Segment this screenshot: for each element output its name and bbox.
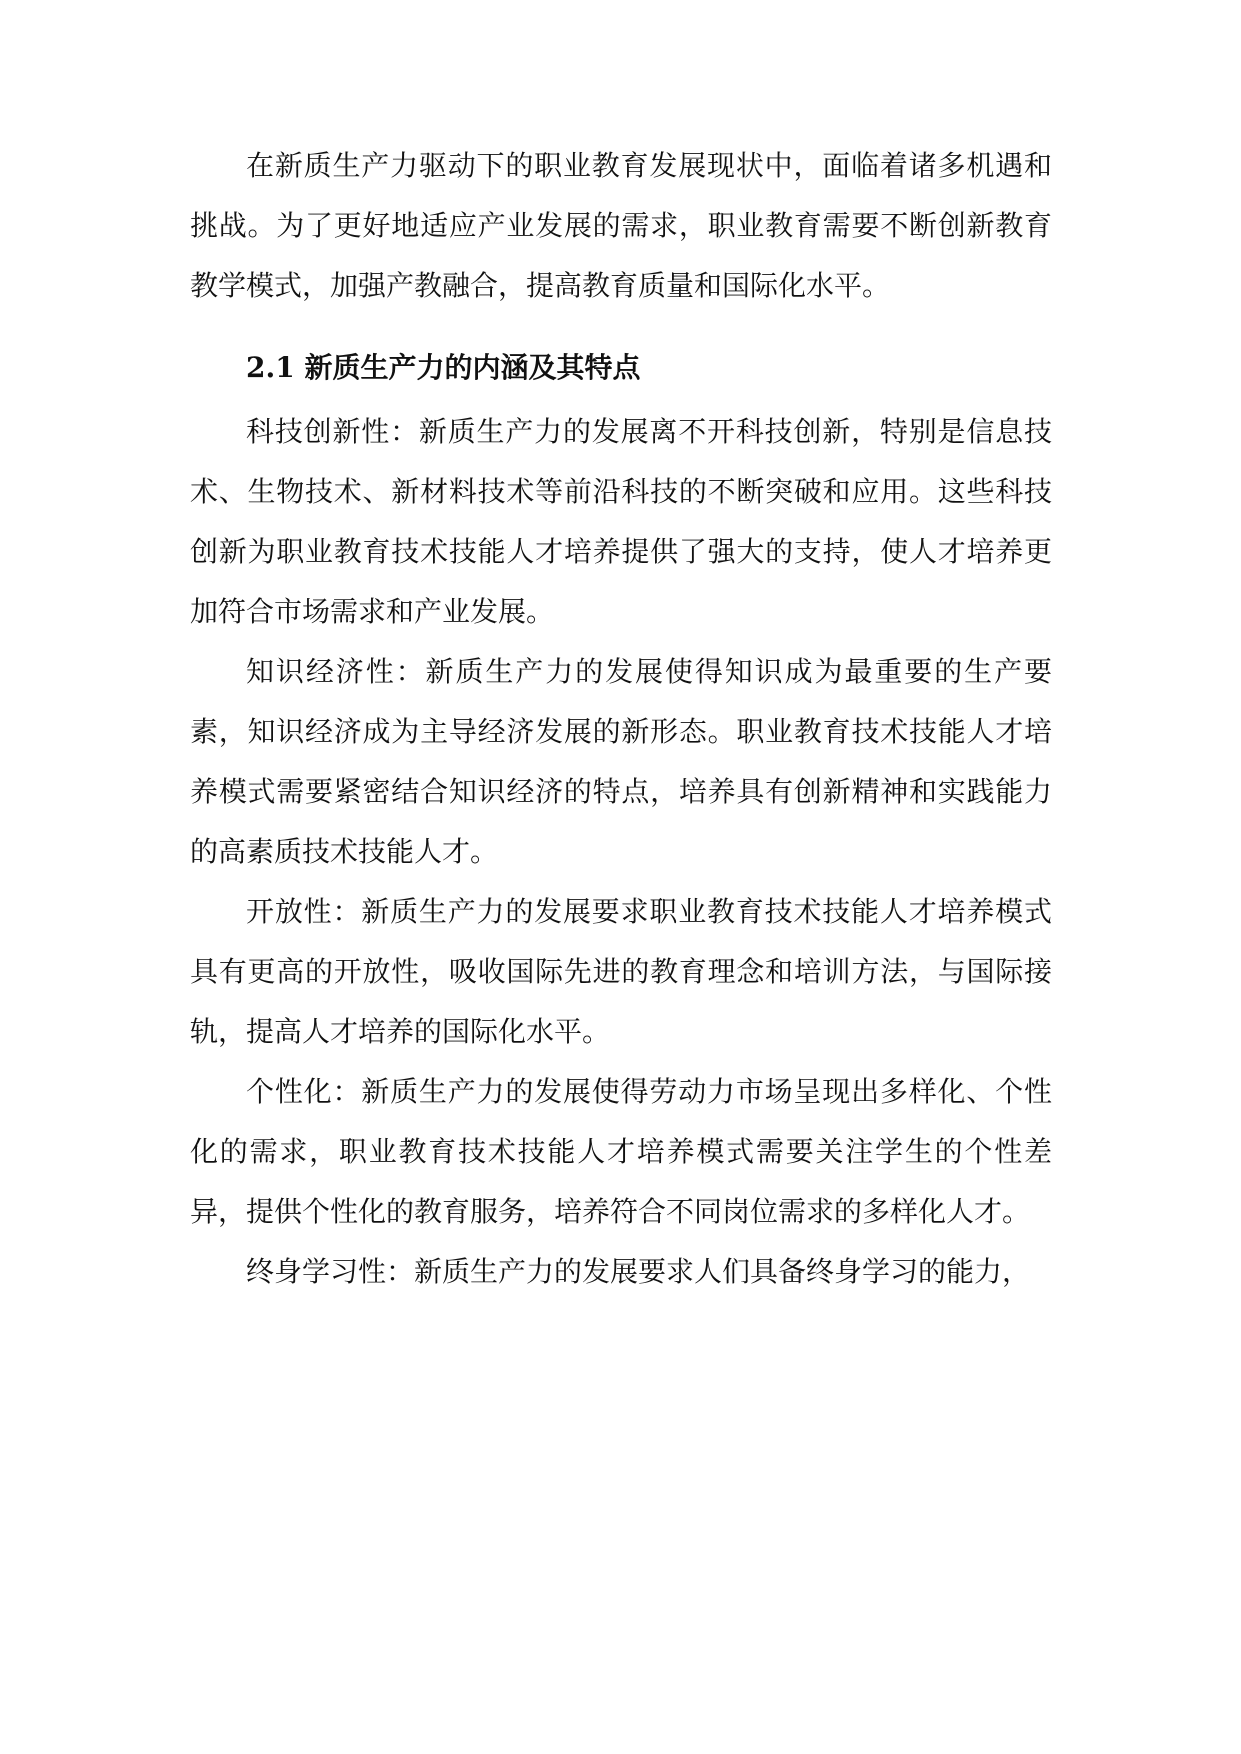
- section-heading: 2.1 新质生产力的内涵及其特点: [246, 351, 641, 384]
- paragraph-lifelong-learning: 终身学习性：新质生产力的发展要求人们具备终身学习的能力，: [246, 1255, 1031, 1288]
- intro-paragraph: 在新质生产力驱动下的职业教育发展现状中，面临着诸多机遇和挑战。为了更好地适应产业发展的需求，职业教育需要不断创新教育教学模式，加强产教融合，提高教育质量和国际化水平。: [190, 149, 1052, 302]
- paragraph-knowledge-economy: 知识经济性：新质生产力的发展使得知识成为最重要的生产要素，知识经济成为主导经济发展的新形态。职业教育技术技能人才培养模式需要紧密结合知识经济的特点，培养具有创新精神和实践能力的高素质技术技能人才。: [190, 655, 1052, 868]
- paragraph-openness: 开放性：新质生产力的发展要求职业教育技术技能人才培养模式具有更高的开放性，吸收国际先进的教育理念和培训方法，与国际接轨，提高人才培养的国际化水平。: [190, 895, 1052, 1048]
- paragraph-personalization: 个性化：新质生产力的发展使得劳动力市场呈现出多样化、个性化的需求，职业教育技术技能人才培养模式需要关注学生的个性差异，提供个性化的教育服务，培养符合不同岗位需求的多样化人才。: [190, 1075, 1052, 1228]
- document-body: [190, 136, 1052, 1302]
- paragraph-tech-innovation: 科技创新性：新质生产力的发展离不开科技创新，特别是信息技术、生物技术、新材料技术等前沿科技的不断突破和应用。这些科技创新为职业教育技术技能人才培养提供了强大的支持，使人才培养更加符合市场需求和产业发展。: [190, 415, 1052, 628]
